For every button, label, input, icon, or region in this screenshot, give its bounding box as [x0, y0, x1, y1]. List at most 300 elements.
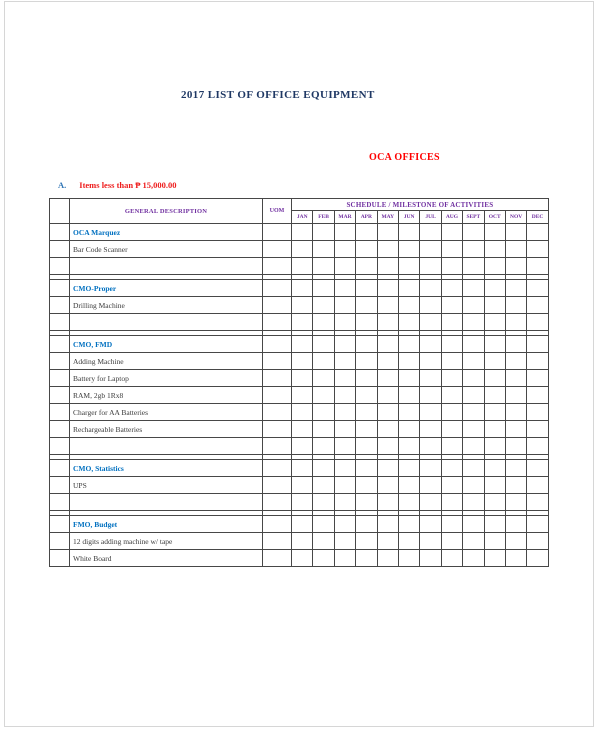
- schedule-cell: [484, 258, 505, 275]
- section-row: [50, 336, 549, 353]
- schedule-cell: [334, 533, 355, 550]
- schedule-cell: [420, 477, 441, 494]
- schedule-cell: [505, 516, 526, 533]
- schedule-cell: [463, 494, 484, 511]
- schedule-cell: [420, 370, 441, 387]
- schedule-cell: [313, 353, 334, 370]
- schedule-cell: [527, 280, 548, 297]
- schedule-cell: [377, 224, 398, 241]
- uom-cell: [263, 404, 292, 421]
- schedule-cell: [420, 297, 441, 314]
- schedule-cell: [398, 404, 419, 421]
- schedule-cell: [313, 460, 334, 477]
- schedule-cell: [527, 404, 548, 421]
- schedule-cell: [334, 353, 355, 370]
- schedule-cell: [441, 460, 462, 477]
- schedule-cell: [377, 494, 398, 511]
- schedule-cell: [441, 224, 462, 241]
- schedule-cell: [356, 516, 377, 533]
- schedule-cell: [313, 370, 334, 387]
- schedule-cell: [398, 421, 419, 438]
- schedule-cell: [334, 224, 355, 241]
- schedule-cell: [356, 494, 377, 511]
- empty-description-cell: [70, 258, 263, 275]
- uom-cell: [263, 258, 292, 275]
- schedule-cell: [463, 387, 484, 404]
- schedule-cell: [292, 224, 313, 241]
- schedule-cell: [398, 258, 419, 275]
- schedule-cell: [463, 336, 484, 353]
- schedule-cell: [377, 421, 398, 438]
- schedule-cell: [463, 353, 484, 370]
- schedule-cell: [420, 438, 441, 455]
- schedule-cell: [527, 477, 548, 494]
- schedule-cell: [292, 241, 313, 258]
- schedule-cell: [441, 370, 462, 387]
- row-number-cell: [50, 370, 70, 387]
- schedule-cell: [356, 224, 377, 241]
- item-description: Bar Code Scanner: [70, 241, 263, 258]
- item-description: White Board: [70, 550, 263, 567]
- schedule-cell: [334, 516, 355, 533]
- item-description: RAM, 2gb 1Rx8: [70, 387, 263, 404]
- month-header-dec: DEC: [527, 211, 548, 224]
- schedule-cell: [527, 241, 548, 258]
- schedule-cell: [356, 370, 377, 387]
- schedule-cell: [505, 353, 526, 370]
- schedule-cell: [463, 438, 484, 455]
- empty-description-cell: [70, 438, 263, 455]
- section-row: [50, 460, 549, 477]
- row-number-cell: [50, 314, 70, 331]
- month-header-may: MAY: [377, 211, 398, 224]
- schedule-cell: [356, 297, 377, 314]
- schedule-cell: [398, 241, 419, 258]
- month-header-feb: FEB: [313, 211, 334, 224]
- schedule-cell: [527, 550, 548, 567]
- schedule-cell: [420, 494, 441, 511]
- schedule-cell: [505, 370, 526, 387]
- schedule-cell: [334, 404, 355, 421]
- schedule-cell: [356, 460, 377, 477]
- section-title: Items less than ₱ 15,000.00: [79, 180, 177, 190]
- schedule-cell: [527, 387, 548, 404]
- item-description: UPS: [70, 477, 263, 494]
- schedule-cell: [527, 353, 548, 370]
- schedule-cell: [377, 550, 398, 567]
- row-number-cell: [50, 550, 70, 567]
- month-header-apr: APR: [356, 211, 377, 224]
- month-header-jan: JAN: [292, 211, 313, 224]
- schedule-cell: [398, 494, 419, 511]
- schedule-cell: [484, 387, 505, 404]
- schedule-cell: [527, 516, 548, 533]
- schedule-cell: [313, 404, 334, 421]
- row-number-cell: [50, 353, 70, 370]
- schedule-cell: [527, 494, 548, 511]
- month-header-oct: OCT: [484, 211, 505, 224]
- row-number-cell: [50, 258, 70, 275]
- schedule-cell: [484, 494, 505, 511]
- schedule-cell: [484, 280, 505, 297]
- schedule-cell: [377, 297, 398, 314]
- empty-row: [50, 258, 549, 275]
- section-label: CMO-Proper: [70, 280, 263, 297]
- schedule-cell: [292, 370, 313, 387]
- row-number-cell: [50, 533, 70, 550]
- item-description: Charger for AA Batteries: [70, 404, 263, 421]
- schedule-cell: [505, 314, 526, 331]
- uom-cell: [263, 280, 292, 297]
- schedule-cell: [527, 533, 548, 550]
- schedule-milestone-header: SCHEDULE / MILESTONE OF ACTIVITIES: [292, 199, 549, 211]
- schedule-cell: [292, 516, 313, 533]
- section-row: [50, 516, 549, 533]
- item-description: Drilling Machine: [70, 297, 263, 314]
- item-row: [50, 297, 549, 314]
- schedule-cell: [484, 438, 505, 455]
- empty-description-cell: [70, 494, 263, 511]
- empty-description-cell: [70, 314, 263, 331]
- row-number-cell: [50, 477, 70, 494]
- schedule-cell: [441, 336, 462, 353]
- section-label: CMO, FMD: [70, 336, 263, 353]
- schedule-cell: [292, 533, 313, 550]
- schedule-cell: [398, 387, 419, 404]
- schedule-cell: [463, 370, 484, 387]
- schedule-cell: [505, 550, 526, 567]
- schedule-cell: [463, 550, 484, 567]
- row-number-cell: [50, 421, 70, 438]
- uom-cell: [263, 533, 292, 550]
- schedule-cell: [377, 516, 398, 533]
- row-number-cell: [50, 404, 70, 421]
- schedule-cell: [313, 258, 334, 275]
- row-number-cell: [50, 516, 70, 533]
- schedule-cell: [484, 314, 505, 331]
- schedule-cell: [398, 550, 419, 567]
- schedule-cell: [527, 336, 548, 353]
- row-number-cell: [50, 336, 70, 353]
- schedule-cell: [463, 297, 484, 314]
- schedule-cell: [334, 477, 355, 494]
- uom-cell: [263, 438, 292, 455]
- schedule-cell: [377, 404, 398, 421]
- schedule-cell: [420, 314, 441, 331]
- schedule-cell: [505, 494, 526, 511]
- schedule-cell: [356, 404, 377, 421]
- schedule-cell: [334, 370, 355, 387]
- schedule-cell: [334, 460, 355, 477]
- item-row: [50, 404, 549, 421]
- uom-cell: [263, 353, 292, 370]
- schedule-cell: [313, 297, 334, 314]
- schedule-cell: [441, 421, 462, 438]
- item-description: 12 digits adding machine w/ tape: [70, 533, 263, 550]
- schedule-cell: [398, 280, 419, 297]
- item-description: Adding Machine: [70, 353, 263, 370]
- schedule-cell: [420, 550, 441, 567]
- schedule-cell: [377, 438, 398, 455]
- month-header-mar: MAR: [334, 211, 355, 224]
- schedule-cell: [334, 550, 355, 567]
- schedule-cell: [527, 314, 548, 331]
- schedule-cell: [398, 314, 419, 331]
- section-label: OCA Marquez: [70, 224, 263, 241]
- schedule-cell: [484, 477, 505, 494]
- schedule-cell: [398, 516, 419, 533]
- schedule-cell: [313, 387, 334, 404]
- schedule-cell: [441, 314, 462, 331]
- schedule-cell: [441, 280, 462, 297]
- schedule-cell: [334, 387, 355, 404]
- schedule-cell: [292, 550, 313, 567]
- uom-cell: [263, 387, 292, 404]
- month-header-jul: JUL: [420, 211, 441, 224]
- schedule-cell: [356, 353, 377, 370]
- schedule-cell: [398, 460, 419, 477]
- schedule-cell: [356, 258, 377, 275]
- schedule-cell: [505, 224, 526, 241]
- schedule-cell: [377, 353, 398, 370]
- uom-cell: [263, 370, 292, 387]
- schedule-cell: [356, 387, 377, 404]
- page-title: 2017 LIST OF OFFICE EQUIPMENT: [181, 89, 375, 101]
- schedule-cell: [334, 241, 355, 258]
- schedule-cell: [441, 516, 462, 533]
- schedule-cell: [441, 297, 462, 314]
- schedule-cell: [292, 314, 313, 331]
- schedule-cell: [441, 258, 462, 275]
- schedule-cell: [484, 297, 505, 314]
- row-number-cell: [50, 460, 70, 477]
- schedule-cell: [356, 438, 377, 455]
- schedule-cell: [377, 258, 398, 275]
- schedule-cell: [377, 241, 398, 258]
- schedule-cell: [420, 404, 441, 421]
- schedule-cell: [420, 336, 441, 353]
- month-header-jun: JUN: [398, 211, 419, 224]
- schedule-cell: [398, 438, 419, 455]
- schedule-cell: [356, 336, 377, 353]
- schedule-cell: [356, 314, 377, 331]
- schedule-cell: [527, 258, 548, 275]
- schedule-cell: [463, 280, 484, 297]
- schedule-cell: [463, 404, 484, 421]
- schedule-cell: [505, 477, 526, 494]
- schedule-cell: [441, 353, 462, 370]
- schedule-cell: [484, 241, 505, 258]
- schedule-cell: [377, 370, 398, 387]
- schedule-cell: [313, 421, 334, 438]
- schedule-cell: [505, 421, 526, 438]
- schedule-cell: [292, 336, 313, 353]
- schedule-cell: [420, 533, 441, 550]
- schedule-cell: [527, 370, 548, 387]
- uom-cell: [263, 550, 292, 567]
- schedule-cell: [377, 460, 398, 477]
- uom-cell: [263, 494, 292, 511]
- schedule-cell: [292, 494, 313, 511]
- schedule-cell: [441, 387, 462, 404]
- schedule-cell: [505, 280, 526, 297]
- schedule-cell: [292, 438, 313, 455]
- equipment-schedule-table: [49, 198, 549, 567]
- schedule-cell: [441, 533, 462, 550]
- schedule-cell: [484, 370, 505, 387]
- schedule-cell: [398, 370, 419, 387]
- schedule-cell: [377, 280, 398, 297]
- schedule-cell: [527, 438, 548, 455]
- uom-cell: [263, 477, 292, 494]
- schedule-cell: [463, 477, 484, 494]
- schedule-cell: [334, 297, 355, 314]
- schedule-cell: [398, 224, 419, 241]
- schedule-cell: [377, 336, 398, 353]
- month-header-sept: SEPT: [463, 211, 484, 224]
- schedule-cell: [398, 336, 419, 353]
- schedule-cell: [484, 550, 505, 567]
- schedule-cell: [441, 241, 462, 258]
- schedule-cell: [292, 280, 313, 297]
- schedule-cell: [463, 241, 484, 258]
- uom-cell: [263, 460, 292, 477]
- uom-cell: [263, 314, 292, 331]
- schedule-cell: [334, 336, 355, 353]
- schedule-cell: [505, 438, 526, 455]
- office-heading: OCA OFFICES: [369, 152, 440, 163]
- schedule-cell: [313, 241, 334, 258]
- schedule-cell: [334, 438, 355, 455]
- schedule-cell: [313, 314, 334, 331]
- schedule-cell: [356, 421, 377, 438]
- schedule-cell: [463, 314, 484, 331]
- empty-row: [50, 314, 549, 331]
- schedule-cell: [334, 314, 355, 331]
- schedule-cell: [505, 241, 526, 258]
- schedule-cell: [356, 550, 377, 567]
- empty-row: [50, 494, 549, 511]
- section-heading: [58, 180, 177, 190]
- row-number-header: [50, 199, 70, 224]
- schedule-cell: [313, 477, 334, 494]
- row-number-cell: [50, 494, 70, 511]
- schedule-cell: [292, 477, 313, 494]
- row-number-cell: [50, 241, 70, 258]
- schedule-cell: [484, 421, 505, 438]
- row-number-cell: [50, 297, 70, 314]
- item-description: Battery for Laptop: [70, 370, 263, 387]
- schedule-cell: [420, 258, 441, 275]
- schedule-cell: [292, 353, 313, 370]
- row-number-cell: [50, 438, 70, 455]
- uom-cell: [263, 516, 292, 533]
- item-row: [50, 533, 549, 550]
- schedule-cell: [334, 280, 355, 297]
- uom-header: UOM: [263, 199, 292, 224]
- item-row: [50, 370, 549, 387]
- item-row: [50, 241, 549, 258]
- schedule-cell: [527, 421, 548, 438]
- schedule-cell: [334, 494, 355, 511]
- schedule-cell: [377, 533, 398, 550]
- schedule-cell: [313, 533, 334, 550]
- schedule-cell: [420, 353, 441, 370]
- schedule-cell: [292, 258, 313, 275]
- schedule-cell: [441, 477, 462, 494]
- month-header-nov: NOV: [505, 211, 526, 224]
- schedule-cell: [398, 477, 419, 494]
- schedule-cell: [463, 421, 484, 438]
- schedule-cell: [356, 241, 377, 258]
- section-label: CMO, Statistics: [70, 460, 263, 477]
- schedule-cell: [292, 387, 313, 404]
- item-row: [50, 550, 549, 567]
- schedule-cell: [313, 550, 334, 567]
- item-row: [50, 353, 549, 370]
- item-description: Rechargeable Batteries: [70, 421, 263, 438]
- schedule-cell: [420, 421, 441, 438]
- uom-cell: [263, 224, 292, 241]
- section-row: [50, 280, 549, 297]
- schedule-cell: [484, 224, 505, 241]
- schedule-cell: [527, 297, 548, 314]
- schedule-cell: [313, 224, 334, 241]
- schedule-cell: [292, 404, 313, 421]
- schedule-cell: [420, 280, 441, 297]
- schedule-cell: [505, 336, 526, 353]
- uom-cell: [263, 336, 292, 353]
- schedule-cell: [398, 297, 419, 314]
- schedule-cell: [441, 438, 462, 455]
- row-number-cell: [50, 280, 70, 297]
- empty-row: [50, 438, 549, 455]
- schedule-cell: [377, 477, 398, 494]
- schedule-cell: [441, 494, 462, 511]
- schedule-cell: [420, 224, 441, 241]
- row-number-cell: [50, 224, 70, 241]
- general-description-header: GENERAL DESCRIPTION: [70, 199, 263, 224]
- schedule-cell: [463, 533, 484, 550]
- schedule-cell: [377, 314, 398, 331]
- schedule-cell: [484, 516, 505, 533]
- schedule-cell: [463, 258, 484, 275]
- schedule-cell: [484, 336, 505, 353]
- schedule-cell: [463, 224, 484, 241]
- section-letter: A.: [58, 180, 67, 190]
- schedule-cell: [441, 404, 462, 421]
- schedule-cell: [463, 516, 484, 533]
- schedule-cell: [505, 533, 526, 550]
- uom-cell: [263, 421, 292, 438]
- uom-cell: [263, 241, 292, 258]
- schedule-cell: [484, 353, 505, 370]
- schedule-cell: [313, 438, 334, 455]
- schedule-cell: [356, 280, 377, 297]
- schedule-cell: [334, 421, 355, 438]
- schedule-cell: [441, 550, 462, 567]
- table-header-row-top: [50, 199, 549, 211]
- schedule-cell: [484, 404, 505, 421]
- schedule-cell: [420, 241, 441, 258]
- document-page: [4, 1, 594, 727]
- item-row: [50, 387, 549, 404]
- schedule-cell: [292, 297, 313, 314]
- section-label: FMO, Budget: [70, 516, 263, 533]
- row-number-cell: [50, 387, 70, 404]
- schedule-cell: [313, 280, 334, 297]
- month-header-aug: AUG: [441, 211, 462, 224]
